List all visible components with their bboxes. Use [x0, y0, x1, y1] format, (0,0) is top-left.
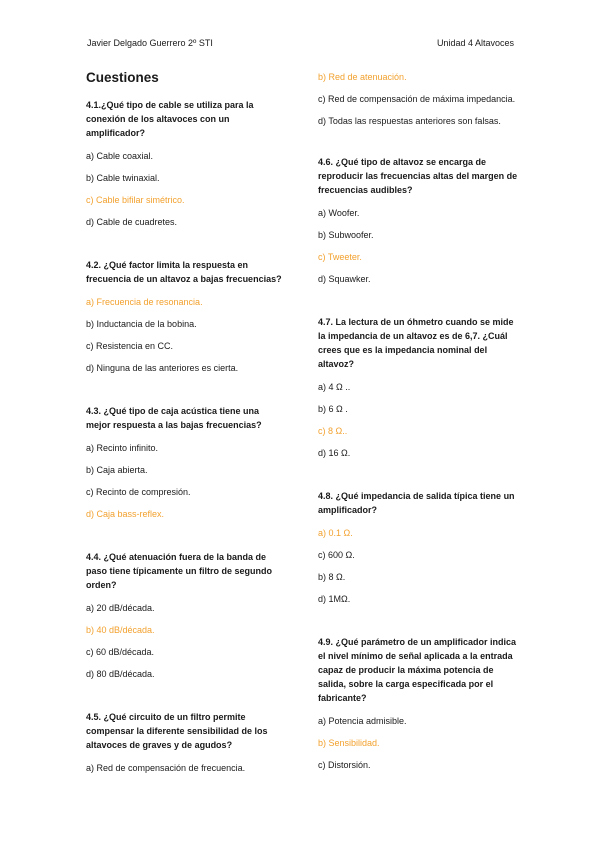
option: c) Distorsión.	[318, 760, 371, 770]
option: b) Inductancia de la bobina.	[86, 319, 197, 329]
option: b) 6 Ω .	[318, 404, 348, 414]
question-4-1: 4.1.¿Qué tipo de cable se utiliza para la conexión de los altavoces con un amplificador?	[86, 100, 254, 138]
author-text: Javier Delgado Guerrero 2º STI	[87, 38, 213, 48]
correct-option: b) Sensibilidad.	[318, 738, 380, 748]
correct-option: d) Caja bass-reflex.	[86, 509, 165, 519]
option: c) 60 dB/década.	[86, 647, 155, 657]
option: d) 16 Ω.	[318, 448, 351, 458]
question-4-4: 4.4. ¿Qué atenuación fuera de la banda de paso tiene típicamente un filtro de segundo orden?	[86, 552, 273, 590]
option: d) Todas las respuestas anteriores son falsas.	[318, 116, 501, 126]
correct-option: c) 8 Ω..	[318, 426, 348, 436]
question-4-8: 4.8. ¿Qué impedancia de salida típica tiene un amplificador?	[318, 491, 515, 515]
option: a) Potencia admisible.	[318, 716, 407, 726]
question-4-9: 4.9. ¿Qué parámetro de un amplificador indica el nivel mínimo de señal aplicada a la entrada capaz de producir la máxima potencia de salida, sobre la carga especificada por el fabricante?	[318, 637, 517, 703]
unit-text: Unidad 4 Altavoces	[436, 38, 514, 48]
question-4-3: 4.3. ¿Qué tipo de caja acústica tiene una mejor respuesta a las bajas frecuencias?	[86, 406, 262, 430]
section-title: Cuestiones	[86, 70, 159, 85]
option: c) Resistencia en CC.	[86, 341, 174, 351]
option: b) 8 Ω.	[318, 572, 346, 582]
option: b) Cable twinaxial.	[86, 173, 160, 183]
option: c) Red de compensación de máxima impedancia.	[318, 94, 516, 104]
option: a) Red de compensación de frecuencia.	[86, 763, 246, 773]
correct-option: a) Frecuencia de resonancia.	[86, 297, 203, 307]
correct-option: c) Cable bifilar simétrico.	[86, 195, 185, 205]
option: b) Subwoofer.	[318, 230, 374, 240]
option: d) Cable de cuadretes.	[86, 217, 178, 227]
question-4-2: 4.2. ¿Qué factor limita la respuesta en frecuencia de un altavoz a bajas frecuencias?	[86, 260, 282, 284]
option: a) 20 dB/década.	[86, 603, 155, 613]
page-header	[87, 38, 514, 48]
right-column	[318, 71, 518, 781]
correct-option: b) 40 dB/década.	[86, 625, 155, 635]
option: c) 600 Ω.	[318, 550, 355, 560]
correct-option: c) Tweeter.	[318, 252, 362, 262]
option: b) Caja abierta.	[86, 465, 148, 475]
option: d) 80 dB/década.	[86, 669, 155, 679]
option: d) 1MΩ.	[318, 594, 351, 604]
option: a) Recinto infinito.	[86, 443, 159, 453]
correct-option: b) Red de atenuación.	[318, 72, 407, 82]
option: d) Squawker.	[318, 274, 371, 284]
option: a) Woofer.	[318, 208, 360, 218]
option: a) Cable coaxial.	[86, 151, 154, 161]
option: a) 4 Ω ..	[318, 382, 351, 392]
option: c) Recinto de compresión.	[86, 487, 191, 497]
question-4-7: 4.7. La lectura de un óhmetro cuando se mide la impedancia de un altavoz es de 6,7. ¿Cuál crees que es la impedancia nominal del altavoz?	[318, 317, 514, 369]
question-4-6: 4.6. ¿Qué tipo de altavoz se encarga de reproducir las frecuencias altas del margen de frecuencias audibles?	[318, 157, 518, 195]
option: d) Ninguna de las anteriores es cierta.	[86, 363, 239, 373]
correct-option: a) 0.1 Ω.	[318, 528, 353, 538]
left-column	[86, 70, 286, 784]
question-4-5: 4.5. ¿Qué circuito de un filtro permite compensar la diferente sensibilidad de los altavoces de graves y de agudos?	[86, 712, 268, 750]
